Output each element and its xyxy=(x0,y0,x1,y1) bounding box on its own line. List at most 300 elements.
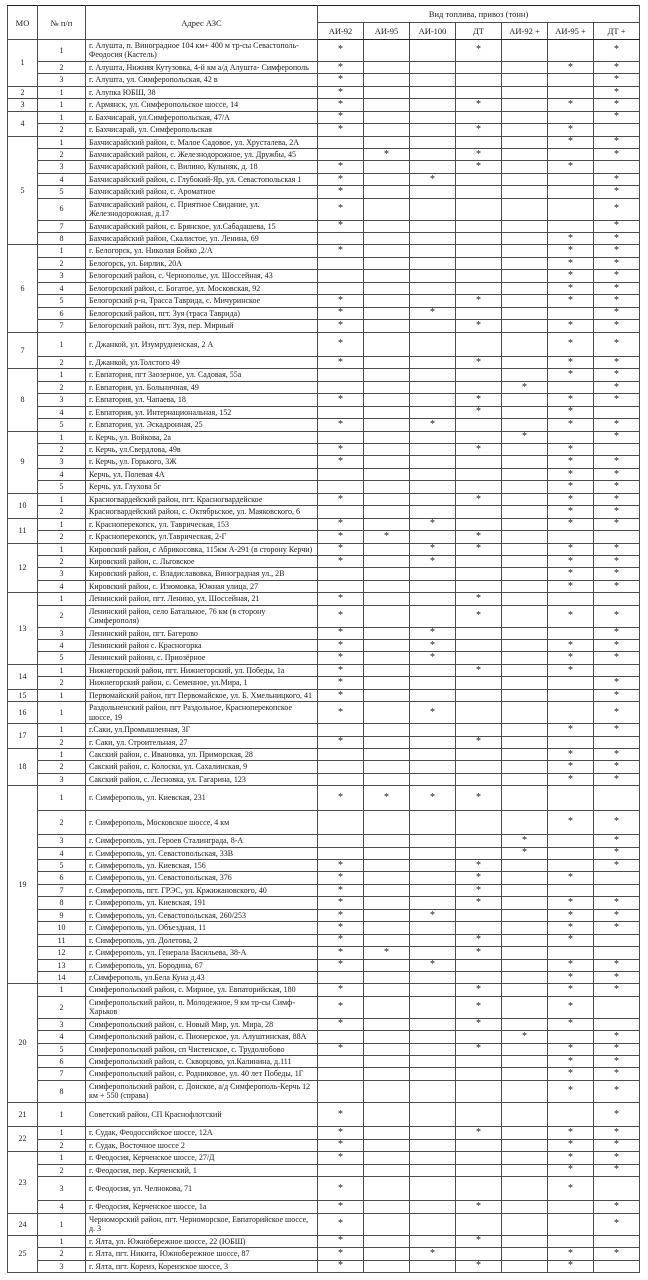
row-number-cell: 13 xyxy=(38,959,86,971)
fuel-marker-cell xyxy=(502,257,548,269)
address-cell: г. Симферополь, ул. Долетова, 2 xyxy=(86,934,318,946)
fuel-marker-cell xyxy=(410,593,456,605)
row-number-cell: 1 xyxy=(38,984,86,996)
fuel-marker-cell: * xyxy=(318,1260,364,1272)
fuel-marker-cell: * xyxy=(456,736,502,748)
fuel-marker-cell: * xyxy=(548,580,594,592)
fuel-marker-cell: * xyxy=(594,307,640,319)
fuel-marker-cell: * xyxy=(548,1018,594,1030)
fuel-marker-cell xyxy=(410,531,456,543)
fuel-marker-cell xyxy=(410,456,456,468)
table-row xyxy=(8,1018,640,1030)
fuel-marker-cell xyxy=(502,161,548,173)
address-cell: Бахчисарайский район, с. Ароматное xyxy=(86,186,318,198)
fuel-marker-cell xyxy=(456,1139,502,1151)
fuel-marker-cell xyxy=(456,419,502,431)
fuel-marker-cell xyxy=(548,1235,594,1247)
table-row xyxy=(8,431,640,443)
table-row xyxy=(8,947,640,959)
fuel-marker-cell: * xyxy=(594,493,640,505)
mo-cell: 25 xyxy=(8,1235,38,1272)
table-row xyxy=(8,971,640,983)
fuel-marker-cell xyxy=(410,947,456,959)
fuel-marker-cell xyxy=(364,1164,410,1176)
fuel-marker-cell: * xyxy=(456,161,502,173)
fuel-marker-cell xyxy=(364,897,410,909)
fuel-marker-cell xyxy=(364,761,410,773)
fuel-marker-cell: * xyxy=(548,773,594,785)
address-cell: Симферопольский район, с. Скворцово, ул.Калинина, д.111 xyxy=(86,1056,318,1068)
fuel-marker-cell: * xyxy=(318,1201,364,1213)
fuel-marker-cell: * xyxy=(502,431,548,443)
address-cell: г. Феодосия, Керченское шоссе, 27/Д xyxy=(86,1152,318,1164)
fuel-marker-cell xyxy=(548,198,594,220)
table-row xyxy=(8,736,640,748)
table-row xyxy=(8,161,640,173)
table-row xyxy=(8,959,640,971)
address-cell: Бахчисарайский район, с. Вилино, Кулыняк, д. 18 xyxy=(86,161,318,173)
fuel-marker-cell xyxy=(410,773,456,785)
address-cell: г. Ялта, ул. Южнобережное шоссе, 22 (ЮБШ) xyxy=(86,1235,318,1247)
fuel-marker-cell: * xyxy=(548,456,594,468)
fuel-marker-cell: * xyxy=(548,518,594,530)
fuel-marker-cell xyxy=(502,884,548,896)
fuel-marker-cell xyxy=(410,860,456,872)
fuel-marker-cell: * xyxy=(318,677,364,689)
address-cell: г. Керчь, ул. Горького, 3Ж xyxy=(86,456,318,468)
fuel-marker-cell xyxy=(548,173,594,185)
fuel-marker-cell xyxy=(364,406,410,418)
fuel-marker-cell xyxy=(364,810,410,834)
fuel-marker-cell: * xyxy=(318,909,364,921)
row-number-cell: 1 xyxy=(38,518,86,530)
fuel-marker-cell xyxy=(502,1248,548,1260)
fuel-marker-cell xyxy=(502,959,548,971)
fuel-marker-cell xyxy=(456,1152,502,1164)
fuel-marker-cell xyxy=(594,664,640,676)
fuel-marker-cell xyxy=(456,481,502,493)
table-row xyxy=(8,996,640,1018)
fuel-marker-cell xyxy=(502,652,548,664)
address-cell: Красногвардейский район, с. Октябрьское, ул. Маяковского, 6 xyxy=(86,506,318,518)
fuel-marker-cell: * xyxy=(318,245,364,257)
fuel-marker-cell: * xyxy=(502,381,548,393)
fuel-marker-cell: * xyxy=(594,394,640,406)
row-number-cell: 3 xyxy=(38,627,86,639)
address-cell: г. Армянск, ул. Симферопольское шоссе, 14 xyxy=(86,99,318,111)
fuel-marker-cell: * xyxy=(594,332,640,356)
table-row xyxy=(8,872,640,884)
row-number-cell: 1 xyxy=(38,543,86,555)
fuel-marker-cell xyxy=(456,568,502,580)
fuel-marker-cell xyxy=(410,1164,456,1176)
fuel-marker-cell xyxy=(410,1056,456,1068)
fuel-marker-cell xyxy=(502,332,548,356)
table-row xyxy=(8,664,640,676)
address-cell: Нижнегорский район, пгт. Нижнегорский, ул. Победы, 1а xyxy=(86,664,318,676)
row-number-cell: 2 xyxy=(38,381,86,393)
row-number-cell: 5 xyxy=(38,419,86,431)
fuel-marker-cell xyxy=(502,627,548,639)
fuel-marker-cell: * xyxy=(318,947,364,959)
fuel-column-header: АИ-92 + xyxy=(502,23,548,40)
fuel-marker-cell xyxy=(410,1080,456,1102)
fuel-marker-cell: * xyxy=(594,1248,640,1260)
address-cell: г. Симферополь, Московское шоссе, 4 км xyxy=(86,810,318,834)
address-cell: Ленинский район с. Красногорка xyxy=(86,640,318,652)
fuel-marker-cell xyxy=(502,136,548,148)
fuel-marker-cell xyxy=(548,307,594,319)
fuel-marker-cell: * xyxy=(410,959,456,971)
fuel-marker-cell xyxy=(456,369,502,381)
fuel-marker-cell xyxy=(502,555,548,567)
fuel-marker-cell xyxy=(502,773,548,785)
fuel-marker-cell xyxy=(410,1018,456,1030)
table-row xyxy=(8,702,640,724)
mo-cell: 14 xyxy=(8,664,38,689)
mo-cell: 24 xyxy=(8,1213,38,1235)
fuel-marker-cell xyxy=(456,198,502,220)
fuel-marker-cell xyxy=(364,124,410,136)
fuel-marker-cell xyxy=(548,860,594,872)
fuel-marker-cell xyxy=(502,543,548,555)
fuel-marker-cell: * xyxy=(548,161,594,173)
fuel-marker-cell: * xyxy=(548,124,594,136)
fuel-marker-cell: * xyxy=(318,543,364,555)
fuel-marker-cell xyxy=(502,1127,548,1139)
fuel-marker-cell: * xyxy=(502,1031,548,1043)
fuel-marker-cell xyxy=(364,543,410,555)
fuel-marker-cell: * xyxy=(594,580,640,592)
fuel-marker-cell xyxy=(548,40,594,62)
fuel-marker-cell: * xyxy=(548,295,594,307)
fuel-marker-cell xyxy=(318,568,364,580)
fuel-marker-cell xyxy=(410,111,456,123)
fuel-marker-cell xyxy=(456,555,502,567)
fuel-marker-cell: * xyxy=(318,996,364,1018)
fuel-marker-cell xyxy=(364,593,410,605)
fuel-marker-cell: * xyxy=(318,1102,364,1126)
fuel-marker-cell xyxy=(456,1080,502,1102)
fuel-marker-cell: * xyxy=(548,1127,594,1139)
fuel-marker-cell xyxy=(364,1031,410,1043)
address-cell: Симферопольский район, с. Родниковое, ул. 40 лет Победы, 1Г xyxy=(86,1068,318,1080)
row-number-cell: 1 xyxy=(38,664,86,676)
address-cell: г. Алупка ЮБШ, 38 xyxy=(86,86,318,98)
table-row xyxy=(8,456,640,468)
fuel-marker-cell xyxy=(456,1213,502,1235)
fuel-marker-cell xyxy=(410,1139,456,1151)
fuel-marker-cell xyxy=(456,1164,502,1176)
table-row xyxy=(8,835,640,847)
table-row xyxy=(8,1248,640,1260)
fuel-column-header: АИ-92 xyxy=(318,23,364,40)
fuel-marker-cell xyxy=(364,677,410,689)
fuel-marker-cell xyxy=(318,810,364,834)
table-row xyxy=(8,605,640,627)
fuel-marker-cell: * xyxy=(318,872,364,884)
fuel-marker-cell xyxy=(364,909,410,921)
fuel-marker-cell xyxy=(318,847,364,859)
table-row xyxy=(8,909,640,921)
table-row xyxy=(8,1235,640,1247)
fuel-marker-cell xyxy=(456,640,502,652)
fuel-marker-cell xyxy=(364,959,410,971)
row-number-cell: 1 xyxy=(38,689,86,701)
fuel-marker-cell xyxy=(456,1031,502,1043)
fuel-marker-cell xyxy=(548,220,594,232)
fuel-marker-cell: * xyxy=(410,307,456,319)
fuel-marker-cell: * xyxy=(318,320,364,332)
fuel-marker-cell xyxy=(594,736,640,748)
fuel-marker-cell: * xyxy=(594,555,640,567)
fuel-marker-cell xyxy=(456,959,502,971)
fuel-marker-cell: * xyxy=(410,702,456,724)
fuel-marker-cell xyxy=(594,531,640,543)
fuel-marker-cell xyxy=(410,295,456,307)
table-row xyxy=(8,136,640,148)
fuel-marker-cell: * xyxy=(318,1235,364,1247)
fuel-marker-cell xyxy=(456,971,502,983)
fuel-marker-cell xyxy=(364,307,410,319)
fuel-marker-cell: * xyxy=(594,1164,640,1176)
address-cell: г. Феодосия, пер. Керченский, 1 xyxy=(86,1164,318,1176)
fuel-marker-cell xyxy=(502,1056,548,1068)
fuel-marker-cell: * xyxy=(318,531,364,543)
fuel-marker-cell xyxy=(502,1068,548,1080)
fuel-marker-cell xyxy=(410,664,456,676)
table-row xyxy=(8,493,640,505)
fuel-marker-cell: * xyxy=(594,1080,640,1102)
fuel-marker-cell xyxy=(594,1260,640,1272)
fuel-marker-cell xyxy=(364,136,410,148)
fuel-marker-cell xyxy=(502,186,548,198)
fuel-marker-cell: * xyxy=(594,111,640,123)
row-number-cell: 2 xyxy=(38,555,86,567)
mo-cell: 17 xyxy=(8,724,38,749)
fuel-marker-cell xyxy=(502,736,548,748)
fuel-marker-cell xyxy=(456,922,502,934)
fuel-marker-cell xyxy=(318,481,364,493)
fuel-marker-cell: * xyxy=(594,543,640,555)
address-cell: г. Симферополь, ул. Киевская, 191 xyxy=(86,897,318,909)
fuel-marker-cell xyxy=(594,593,640,605)
table-row xyxy=(8,86,640,98)
fuel-marker-cell xyxy=(364,847,410,859)
address-cell: Черноморский район, пгт. Черноморское, Евпаторийское шоссе, д. 3 xyxy=(86,1213,318,1235)
fuel-delivery-table xyxy=(7,5,640,1273)
fuel-marker-cell: * xyxy=(548,724,594,736)
row-number-cell: 1 xyxy=(38,748,86,760)
fuel-marker-cell: * xyxy=(318,984,364,996)
fuel-marker-cell: * xyxy=(594,40,640,62)
row-number-cell: 2 xyxy=(38,605,86,627)
fuel-marker-cell xyxy=(364,724,410,736)
row-number-cell: 4 xyxy=(38,173,86,185)
mo-cell: 2 xyxy=(8,86,38,98)
fuel-marker-cell: * xyxy=(318,161,364,173)
fuel-marker-cell xyxy=(410,257,456,269)
table-row xyxy=(8,369,640,381)
fuel-marker-cell: * xyxy=(548,369,594,381)
address-cell: Бахчисарайский район, с. Приятное Свидание, ул. Железнодорожная, д.17 xyxy=(86,198,318,220)
fuel-marker-cell xyxy=(410,748,456,760)
fuel-marker-cell xyxy=(364,431,410,443)
address-cell: г. Евпатория, ул. Эскадронная, 25 xyxy=(86,419,318,431)
fuel-marker-cell xyxy=(456,1248,502,1260)
fuel-marker-cell xyxy=(318,835,364,847)
fuel-marker-cell: * xyxy=(594,356,640,368)
row-number-cell: 14 xyxy=(38,971,86,983)
fuel-marker-cell xyxy=(410,245,456,257)
mo-cell: 6 xyxy=(8,245,38,332)
fuel-marker-cell: * xyxy=(318,1127,364,1139)
fuel-marker-cell xyxy=(502,640,548,652)
fuel-marker-cell xyxy=(364,1201,410,1213)
fuel-marker-cell xyxy=(364,99,410,111)
fuel-marker-cell xyxy=(502,568,548,580)
fuel-marker-cell: * xyxy=(456,996,502,1018)
fuel-marker-cell: * xyxy=(594,456,640,468)
fuel-marker-cell: * xyxy=(594,1031,640,1043)
table-row xyxy=(8,111,640,123)
fuel-marker-cell: * xyxy=(594,518,640,530)
table-row xyxy=(8,543,640,555)
fuel-marker-cell xyxy=(502,468,548,480)
row-number-cell: 2 xyxy=(38,444,86,456)
fuel-marker-cell: * xyxy=(318,1176,364,1200)
fuel-marker-cell xyxy=(364,1080,410,1102)
fuel-marker-cell xyxy=(410,689,456,701)
fuel-marker-cell xyxy=(594,934,640,946)
fuel-marker-cell xyxy=(502,996,548,1018)
fuel-marker-cell: * xyxy=(456,786,502,810)
mo-cell: 19 xyxy=(8,786,38,984)
address-cell: г. Ялта, пгт. Никита, Южнобережное шоссе, 87 xyxy=(86,1248,318,1260)
fuel-marker-cell xyxy=(410,506,456,518)
row-number-cell: 1 xyxy=(38,245,86,257)
fuel-marker-cell: * xyxy=(594,640,640,652)
fuel-marker-cell: * xyxy=(594,99,640,111)
address-cell: г. Ялта, пгт. Кореиз, Кореизское шоссе, 3 xyxy=(86,1260,318,1272)
fuel-marker-cell xyxy=(456,74,502,86)
fuel-marker-cell xyxy=(364,1235,410,1247)
table-row xyxy=(8,270,640,282)
fuel-column-header: АИ-100 xyxy=(410,23,456,40)
fuel-marker-cell xyxy=(502,124,548,136)
table-row xyxy=(8,186,640,198)
fuel-marker-cell xyxy=(410,369,456,381)
fuel-marker-cell xyxy=(410,847,456,859)
fuel-marker-cell xyxy=(456,136,502,148)
fuel-marker-cell xyxy=(502,677,548,689)
fuel-marker-cell xyxy=(502,444,548,456)
mo-cell: 11 xyxy=(8,518,38,543)
address-cell: г. Симферополь, ул. Киевская, 156 xyxy=(86,860,318,872)
fuel-marker-cell xyxy=(502,220,548,232)
address-cell: Белогорский р-н, Трасса Таврида, с. Мичуринское xyxy=(86,295,318,307)
fuel-marker-cell: * xyxy=(548,748,594,760)
row-number-cell: 4 xyxy=(38,1031,86,1043)
fuel-marker-cell: * xyxy=(456,543,502,555)
mo-cell: 20 xyxy=(8,984,38,1102)
fuel-marker-cell: * xyxy=(594,652,640,664)
row-number-cell: 5 xyxy=(38,481,86,493)
fuel-marker-cell xyxy=(456,1176,502,1200)
fuel-marker-cell xyxy=(502,1043,548,1055)
fuel-marker-cell xyxy=(410,381,456,393)
fuel-marker-cell xyxy=(502,419,548,431)
fuel-marker-cell xyxy=(364,111,410,123)
table-row xyxy=(8,593,640,605)
fuel-marker-cell: * xyxy=(548,1260,594,1272)
fuel-marker-cell: * xyxy=(594,568,640,580)
row-number-cell: 3 xyxy=(38,1018,86,1030)
fuel-marker-cell: * xyxy=(410,555,456,567)
fuel-marker-cell xyxy=(318,1068,364,1080)
fuel-marker-cell xyxy=(502,872,548,884)
fuel-marker-cell xyxy=(318,1164,364,1176)
fuel-marker-cell xyxy=(456,1102,502,1126)
fuel-marker-cell xyxy=(410,580,456,592)
fuel-marker-cell: * xyxy=(410,419,456,431)
col-header-num: № п/п xyxy=(38,6,86,40)
fuel-marker-cell xyxy=(548,431,594,443)
fuel-marker-cell xyxy=(502,356,548,368)
fuel-marker-cell xyxy=(456,186,502,198)
fuel-marker-cell xyxy=(410,282,456,294)
fuel-marker-cell: * xyxy=(410,543,456,555)
fuel-marker-cell: * xyxy=(548,664,594,676)
fuel-marker-cell: * xyxy=(318,1213,364,1235)
row-number-cell: 4 xyxy=(38,580,86,592)
address-cell: Красногвардейский район, пгт. Красногвардейское xyxy=(86,493,318,505)
fuel-marker-cell xyxy=(318,748,364,760)
fuel-marker-cell xyxy=(318,406,364,418)
address-cell: Белогорский район, пгт. Зуя (траса Таврида) xyxy=(86,307,318,319)
fuel-marker-cell xyxy=(410,99,456,111)
fuel-marker-cell: * xyxy=(456,605,502,627)
fuel-marker-cell: * xyxy=(548,282,594,294)
table-row xyxy=(8,922,640,934)
fuel-marker-cell xyxy=(502,1139,548,1151)
fuel-marker-cell xyxy=(548,786,594,810)
fuel-marker-cell xyxy=(502,1164,548,1176)
fuel-marker-cell xyxy=(410,444,456,456)
fuel-marker-cell: * xyxy=(548,909,594,921)
fuel-marker-cell xyxy=(502,605,548,627)
fuel-marker-cell xyxy=(548,835,594,847)
table-row xyxy=(8,568,640,580)
fuel-marker-cell: * xyxy=(594,369,640,381)
fuel-marker-cell xyxy=(548,689,594,701)
fuel-marker-cell: * xyxy=(456,406,502,418)
fuel-marker-cell xyxy=(502,664,548,676)
col-header-mo: МО xyxy=(8,6,38,40)
fuel-marker-cell: * xyxy=(594,1127,640,1139)
row-number-cell: 3 xyxy=(38,835,86,847)
fuel-marker-cell xyxy=(502,689,548,701)
table-row xyxy=(8,761,640,773)
fuel-marker-cell xyxy=(318,257,364,269)
fuel-marker-cell: * xyxy=(456,295,502,307)
fuel-marker-cell: * xyxy=(318,99,364,111)
address-cell: Симферопольский район, с. Мирное, ул. Евпаторийская, 180 xyxy=(86,984,318,996)
table-row xyxy=(8,627,640,639)
row-number-cell: 8 xyxy=(38,897,86,909)
table-row xyxy=(8,934,640,946)
fuel-marker-cell: * xyxy=(594,186,640,198)
